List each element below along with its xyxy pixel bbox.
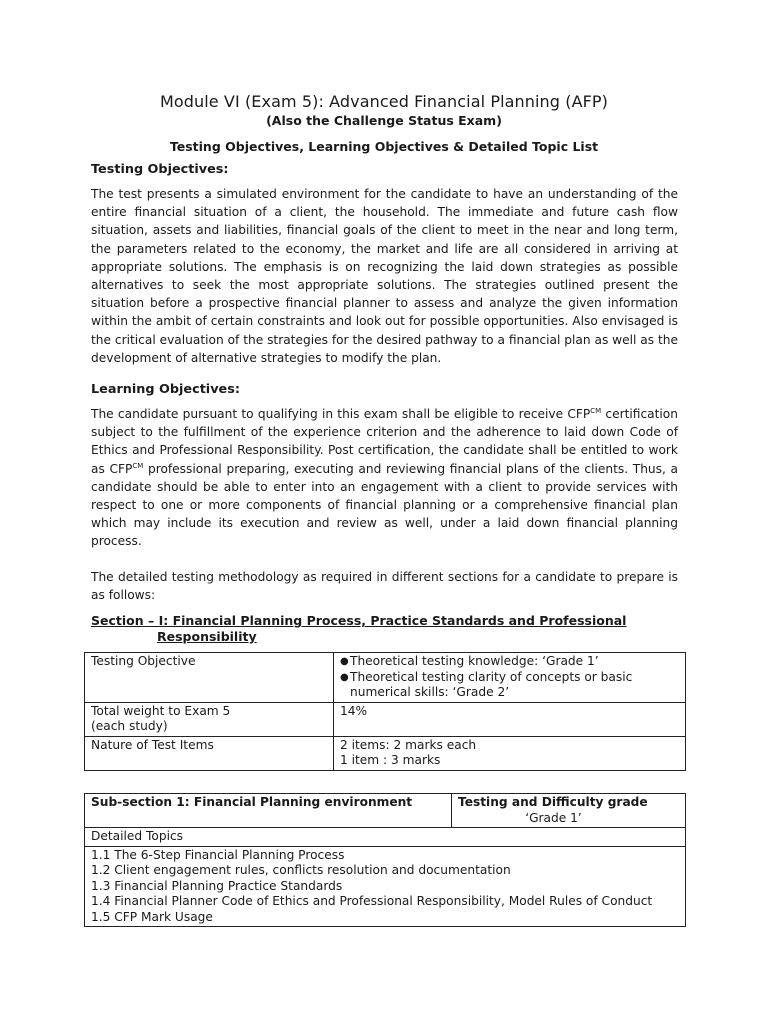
testing-objective-label: Testing Objective bbox=[85, 653, 334, 703]
list-item: 1.5 CFP Mark Usage bbox=[91, 909, 213, 924]
weight-label: Total weight to Exam 5 (each study) bbox=[85, 702, 334, 736]
bullet-icon: ● bbox=[340, 671, 349, 683]
nature-label: Nature of Test Items bbox=[85, 736, 334, 770]
list-item: ● Theoretical testing knowledge: ‘Grade 1’ bbox=[340, 654, 599, 668]
section-1-heading: Section – I: Financial Planning Process, Practice Standards and Professional Responsibility bbox=[91, 613, 627, 644]
list-item: 1.1 The 6-Step Financial Planning Process bbox=[91, 847, 345, 862]
nature-value: 2 items: 2 marks each 1 item : 3 marks bbox=[334, 736, 686, 770]
testing-objective-value bbox=[334, 653, 686, 703]
table-row bbox=[85, 702, 686, 736]
page-subtitle: (Also the Challenge Status Exam) bbox=[266, 113, 502, 128]
table-row bbox=[85, 828, 686, 847]
grade-value: ‘Grade 1’ bbox=[525, 810, 582, 825]
detailed-topics-label: Detailed Topics bbox=[85, 828, 686, 847]
subsection-title: Sub-section 1: Financial Planning environment bbox=[85, 794, 452, 828]
weight-value: 14% bbox=[334, 702, 686, 736]
table-row bbox=[85, 653, 686, 703]
table-row bbox=[85, 846, 686, 927]
methodology-paragraph: The detailed testing methodology as required in different sections for a candidate to prepare is as follows: bbox=[91, 570, 678, 603]
topics-list bbox=[85, 846, 686, 927]
list-item: 1.3 Financial Planning Practice Standards bbox=[91, 878, 343, 893]
learning-objectives-heading: Learning Objectives: bbox=[91, 382, 240, 397]
testing-objectives-paragraph: The test presents a simulated environment for the candidate to have an understanding of the entire financial situation of a client, the household. The immediate and future cash flow situation, assets and liabilities, financial goals of the client to meet in the near and long term, the parameters related to the economy, the market and life are all considered in arriving at appropriate solutions. The emphasis is on recognizing the laid down strategies as possible alternatives to seek the most appropriate solutions. The strategies outlined present the situation before a prospective financial planner to assess and analyze the given information within the ambit of certain constraints and look out for possible opportunities. Also envisaged is the critical evaluation of the strategies for the desired pathway to a financial plan as well as the development of alternative strategies to modify the plan. bbox=[91, 187, 678, 365]
list-item: 1.4 Financial Planner Code of Ethics and Professional Responsibility, Model Rules of Conduct bbox=[91, 894, 653, 908]
testing-objectives-heading: Testing Objectives: bbox=[91, 162, 229, 177]
table-row bbox=[85, 736, 686, 770]
grade-header: Testing and Difficulty grade ‘Grade 1’ bbox=[452, 794, 686, 828]
section-1-table bbox=[84, 652, 686, 771]
list-item: ● Theoretical testing clarity of concepts or basic numerical skills: ‘Grade 2’ bbox=[340, 669, 633, 699]
topic-list-title: Testing Objectives, Learning Objectives & Detailed Topic List bbox=[169, 139, 599, 154]
bullet-icon: ● bbox=[340, 656, 349, 667]
page-title: Module VI (Exam 5): Advanced Financial Planning (AFP) bbox=[159, 92, 609, 111]
subsection-1-table bbox=[84, 793, 686, 927]
learning-objectives-paragraph: The candidate pursuant to qualifying in this exam shall be eligible to receive $CFP^{CM}$ certification subject to the fulfillment of the experience criterion and the adherence to laid down Code of Ethics and Professional Responsibility. Post certification, the candidate shall be entitled to work as $CFP^{CM}$ professional preparing, executing and reviewing financial plans of the clients. Thus, a candidate should be able to enter into an engagement with a client to provide services with respect to one or more components of financial planning or a comprehensive financial plan which may include its execution and review as well, under a laid down financial planning process. bbox=[91, 407, 679, 549]
list-item: 1.2 Client engagement rules, conflicts resolution and documentation bbox=[91, 863, 511, 877]
table-row bbox=[85, 794, 686, 828]
